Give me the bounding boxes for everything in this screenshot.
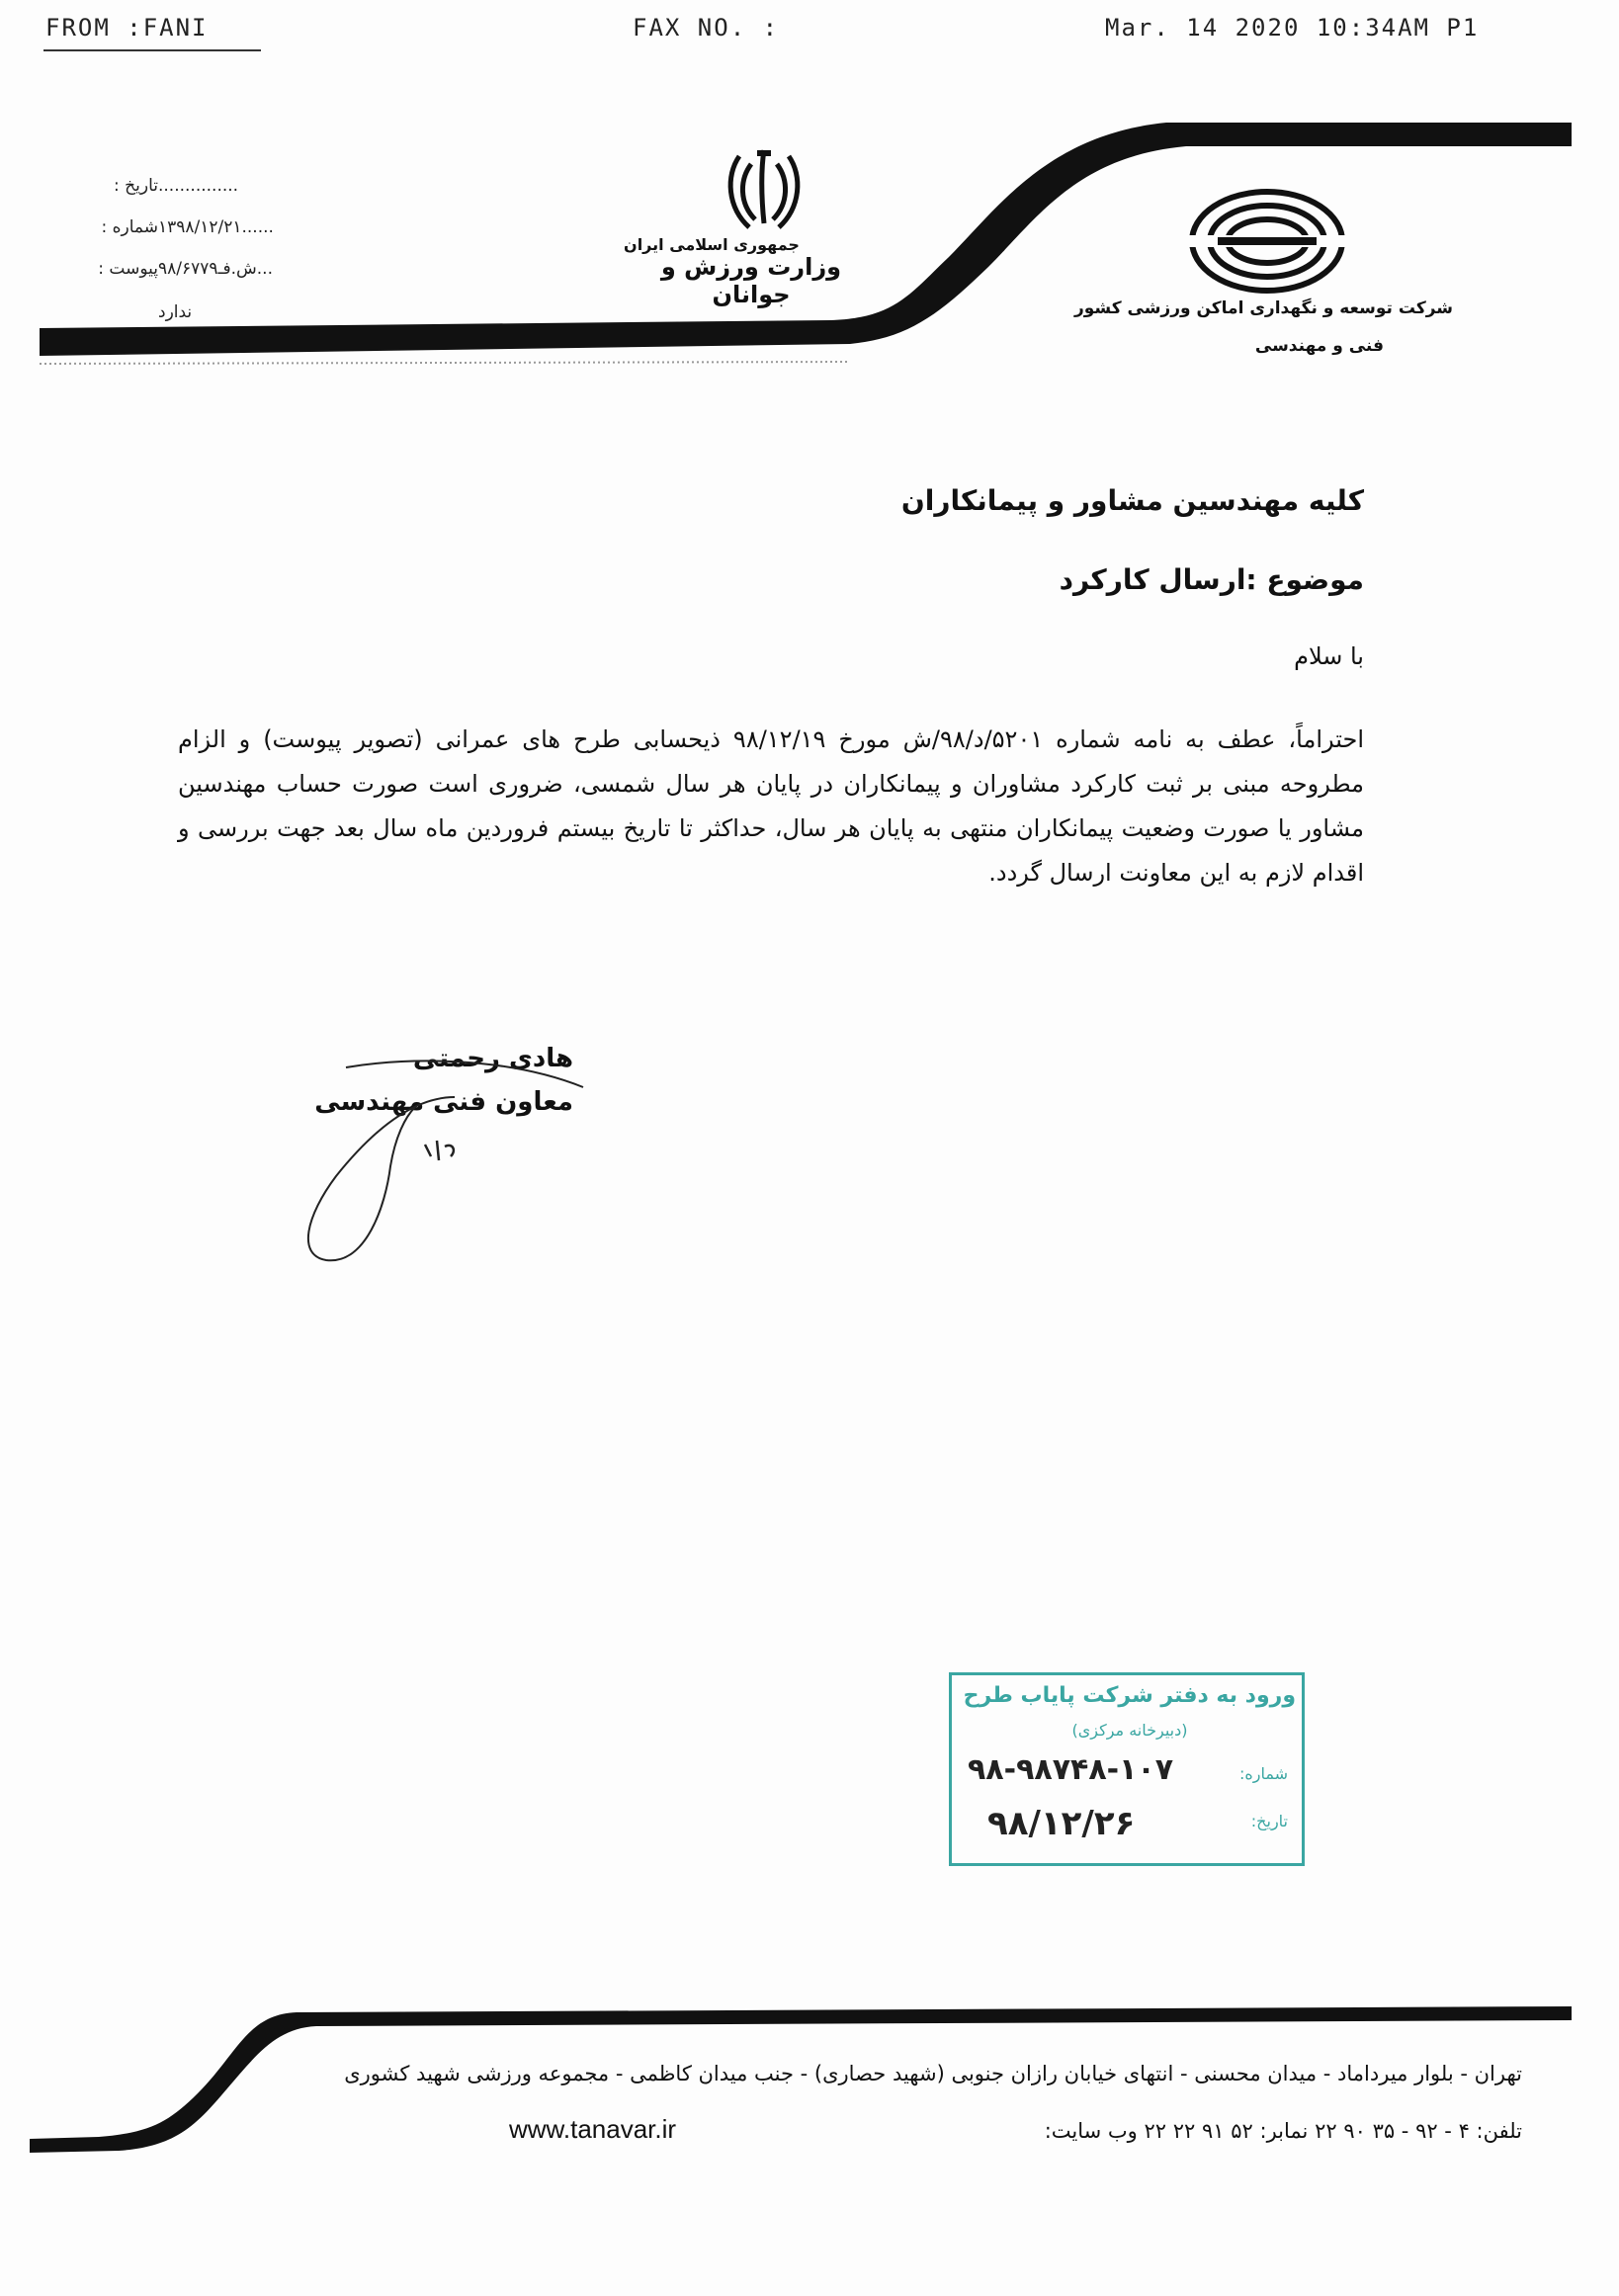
stamp-subtitle: (دبیرخانه مرکزی) (1071, 1721, 1188, 1740)
iran-emblem-icon (722, 146, 807, 233)
fax-datetime-page: Mar. 14 2020 10:34AM P1 (1105, 14, 1480, 42)
signatory-title: معاون فنی مهندسی (314, 1087, 573, 1117)
letter-attachment-label: پیوست : (98, 259, 158, 279)
letter-attachment-value: ۹۸/۶۷۷۹ش.فـ... (158, 259, 273, 279)
letter-greeting: با سلام (1294, 642, 1364, 670)
letter-body: احتراماً، عطف به نامه شماره ۵۲۰۱/د/۹۸/ش مورخ ۹۸/۱۲/۱۹ ذیحسابی طرح های عمرانی (تصویر پیوست) و الزام مطروحه مبنی بر ثبت کارکرد مشاوران و پیمانکاران در پایان هر سال شمسی، ضروری است صورت حساب مهندسین مشاور یا صورت وضعیت پیمانکاران منتهی به پایان هر سال، حداکثر تا تاریخ بیستم فروردین ماه سال بعد جهت بررسی و اقدام لازم به این معاونت ارسال گردد. (178, 725, 1364, 887)
footer-website-link[interactable]: www.tanavar.ir (509, 2114, 677, 2144)
letter-date-field (59, 176, 336, 196)
received-stamp (949, 1672, 1305, 1866)
stamp-number-label: شماره: (1238, 1764, 1288, 1783)
letter-attachment-note-value: ندارد (158, 302, 193, 322)
letter-attachment-field (59, 259, 336, 279)
stamp-date-label: تاریخ: (1250, 1812, 1288, 1830)
stamp-date-value: ۹۸/۱۲/۲۶ (987, 1804, 1136, 1843)
letter-date-value: ............... (158, 176, 239, 196)
letter-subject: موضوع :ارسال کارکرد (1059, 563, 1364, 596)
letter-number-field (59, 217, 336, 237)
company-logo-icon (1188, 188, 1346, 295)
fax-from-underline (43, 49, 261, 51)
footer-address: تهران - بلوار میرداماد - میدان محسنی - انتهای خیابان رازان جنوبی (شهید حصاری) - جنب میدان کاظمی - مجموعه ورزشی شهید کشوری (344, 2062, 1522, 2085)
ministry-name: وزارت ورزش و جوانان (660, 253, 842, 308)
letter-date-label: تاریخ : (114, 176, 158, 196)
letter-number-label: شماره : (101, 217, 158, 237)
ministry-country-name: جمهوری اسلامی ایران (624, 235, 800, 254)
fax-number-label: FAX NO. : (633, 14, 780, 42)
stamp-title: ورود به دفتر شرکت پایاب طرح (963, 1683, 1296, 1708)
letter-attachment-note (59, 302, 336, 322)
letter-addressee: کلیه مهندسین مشاور و پیمانکاران (900, 484, 1364, 517)
fax-from-label: FROM :FANI (45, 14, 209, 42)
handwritten-signature-icon (287, 1058, 603, 1265)
company-name: شرکت توسعه و نگهداری اماکن ورزشی کشور (1073, 298, 1453, 318)
signatory-name: هادی رحمتی (412, 1044, 573, 1073)
footer-contact: تلفن: ۴ - ۹۲ - ۳۵ ۹۰ ۲۲ نمابر: ۵۲ ۹۱ ۲۲ ۲۲ وب سایت: (1044, 2119, 1522, 2143)
company-department: فنی و مهندسی (1254, 336, 1384, 356)
letter-number-value: ۱۳۹۸/۱۲/۲۱...... (158, 217, 274, 237)
stamp-number-value: ۹۸-۹۸۷۴۸-۱۰۷ (968, 1752, 1174, 1787)
